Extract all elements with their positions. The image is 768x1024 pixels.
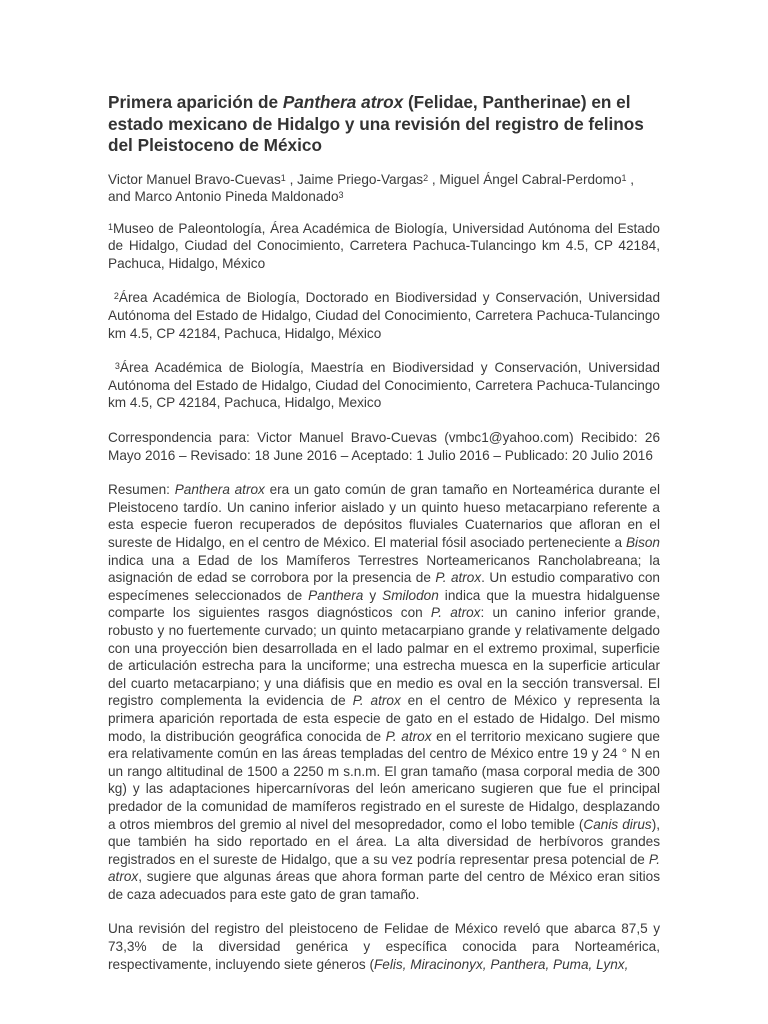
author-name: , and Marco Antonio Pineda Maldonado — [108, 171, 635, 205]
author-name: , Miguel Ángel Cabral-Perdomo — [428, 171, 622, 187]
author-affil-mark: 1 — [280, 172, 286, 183]
abstract — [108, 481, 660, 903]
abstract-taxon: Smilodon — [382, 587, 439, 603]
affiliation-3 — [108, 359, 660, 412]
author-name: , Jaime Priego-Vargas — [285, 171, 424, 187]
document-content — [108, 92, 660, 973]
affiliation-2 — [108, 289, 660, 342]
abstract-taxon: P. atrox — [435, 570, 482, 586]
abstract-text: , sugiere que algunas áreas que ahora forman parte del centro de México eran sitios de caza adecuados para este gato de gran tamaño. — [108, 869, 660, 902]
affiliation-1 — [108, 220, 660, 273]
abstract-taxon: Bison — [625, 535, 660, 550]
title-part: Primera aparición de — [108, 92, 283, 112]
author-affil-mark: 2 — [423, 172, 429, 183]
affiliation-text: Área Académica de Biología, Maestría en Biodiversidad y Conservación, Universidad Autónoma del Estado de Hidalgo, Ciudad del Conocimiento, Carretera Pachuca-Tulancingo km 4.5, CP 42184, Pachuca, Hidalgo, Mexico — [108, 360, 660, 411]
abstract-text: indica que la muestra hidalguense comparte los siguientes rasgos diagnósticos con — [108, 587, 661, 621]
abstract-taxon: Panthera atrox — [174, 482, 265, 498]
author-affil-mark: 1 — [621, 172, 627, 183]
title-species: Panthera atrox — [282, 92, 404, 112]
abstract-text: era un gato común de gran tamaño en Norteamérica durante el Pleistoceno tardío. Un canino inferior aislado y un quinto hueso metacarpiano referente a esta especie fueron recuperados de depósitos fluviales Cuaternarios que afloran en el sureste de Hidalgo, en el centro de México. El material fósil asociado perteneciente a — [108, 482, 661, 550]
affiliation-number: 1 — [108, 221, 114, 232]
abstract-text: indica una a Edad de los Mamíferos Terrestres Norteamericanos Rancholabreana; la asignación de edad se corrobora por la presencia de — [108, 552, 660, 586]
title-part: (Felidae, Pantherinae) en el estado mexicano de Hidalgo y una revisión del registro de felinos del Pleistoceno de México — [108, 92, 644, 155]
body-taxon: Felis, Miracinonyx, Panthera, Puma, Lynx, — [373, 956, 629, 972]
abstract-text: Resumen: — [108, 482, 175, 498]
affiliation-text: Área Académica de Biología, Doctorado en Biodiversidad y Conservación, Universidad Autónoma del Estado de Hidalgo, Ciudad del Conocimiento, Carretera Pachuca-Tulancingo km 4.5, CP 42184, Pachuca, Hidalgo, México — [108, 290, 661, 341]
body-text: Una revisión del registro del pleistoceno de Felidae de México reveló que abarca 87,5 y 73,3% de la diversidad genérica y específica conocida para Norteamérica, respectivamente, incluyendo siete géneros ( — [108, 921, 660, 972]
paper-title — [108, 92, 660, 157]
abstract-taxon: P. atrox — [352, 693, 401, 709]
abstract-taxon: Panthera — [308, 587, 364, 603]
abstract-text: y — [363, 587, 383, 603]
correspondence-dates: Correspondencia para: Victor Manuel Bravo-Cuevas (vmbc1@yahoo.com) Recibido: 26 Mayo 2016 – Revisado: 18 June 2016 – Aceptado: 1 Julio 2016 – Publicado: 20 Julio 2016 — [108, 430, 660, 463]
author-affil-mark: 3 — [338, 190, 344, 201]
abstract-taxon: P. atrox — [385, 728, 432, 744]
author-list — [108, 171, 660, 206]
body-paragraph — [108, 920, 660, 973]
affiliation-number: 3 — [114, 361, 120, 372]
affiliation-number: 2 — [113, 291, 119, 302]
affiliation-text: Museo de Paleontología, Área Académica de Biología, Universidad Autónoma del Estado de Hidalgo, Ciudad del Conocimiento, Carretera Pachuca-Tulancingo km 4.5, CP 42184, Pachuca, Hidalgo, México — [108, 220, 660, 271]
abstract-text: en el centro de México y representa la primera aparición reportada de esta especie de gato en el estado de Hidalgo. Del mismo modo, la distribución geográfica conocida de — [108, 693, 660, 744]
abstract-taxon: P. atrox — [108, 851, 660, 885]
abstract-taxon: P. atrox — [430, 605, 481, 621]
abstract-text: : un canino inferior grande, robusto y no fuertemente curvado; un quinto metacarpiano grande y relativamente delgado con una proyección bien desarrollada en el lado palmar en el extremo proximal, superficie de articulación estrecha para la unciforme; una estrecha muesca en la superficie articular del cuarto metacarpiano; y una diáfisis que en medio es oval en la sección transversal. El registro complementa la evidencia de — [108, 605, 660, 709]
abstract-taxon: Canis dirus — [583, 816, 652, 832]
abstract-text: ), que también ha sido reportado en el área. La alta diversidad de herbívoros grandes registrados en el sureste de Hidalgo, que a su vez podría representar presa potencial de — [108, 816, 660, 867]
author-name: Victor Manuel Bravo-Cuevas — [108, 171, 281, 187]
abstract-text: en el territorio mexicano sugiere que era relativamente común en las áreas templadas del centro de México entre 19 y 24 ° N en un rango altitudinal de 1500 a 2250 m s.n.m. El gran tamaño (masa corporal media de 300 kg) y las adaptaciones hipercarnívoras del león americano sugieren que fue el principal predador de la comunidad de mamíferos registrado en el sureste de Hidalgo, desplazando a otros miembros del gremio al nivel del mesopredador, como el lobo temible ( — [108, 728, 660, 832]
abstract-text: . Un estudio comparativo con especímenes seleccionados de — [108, 570, 660, 603]
